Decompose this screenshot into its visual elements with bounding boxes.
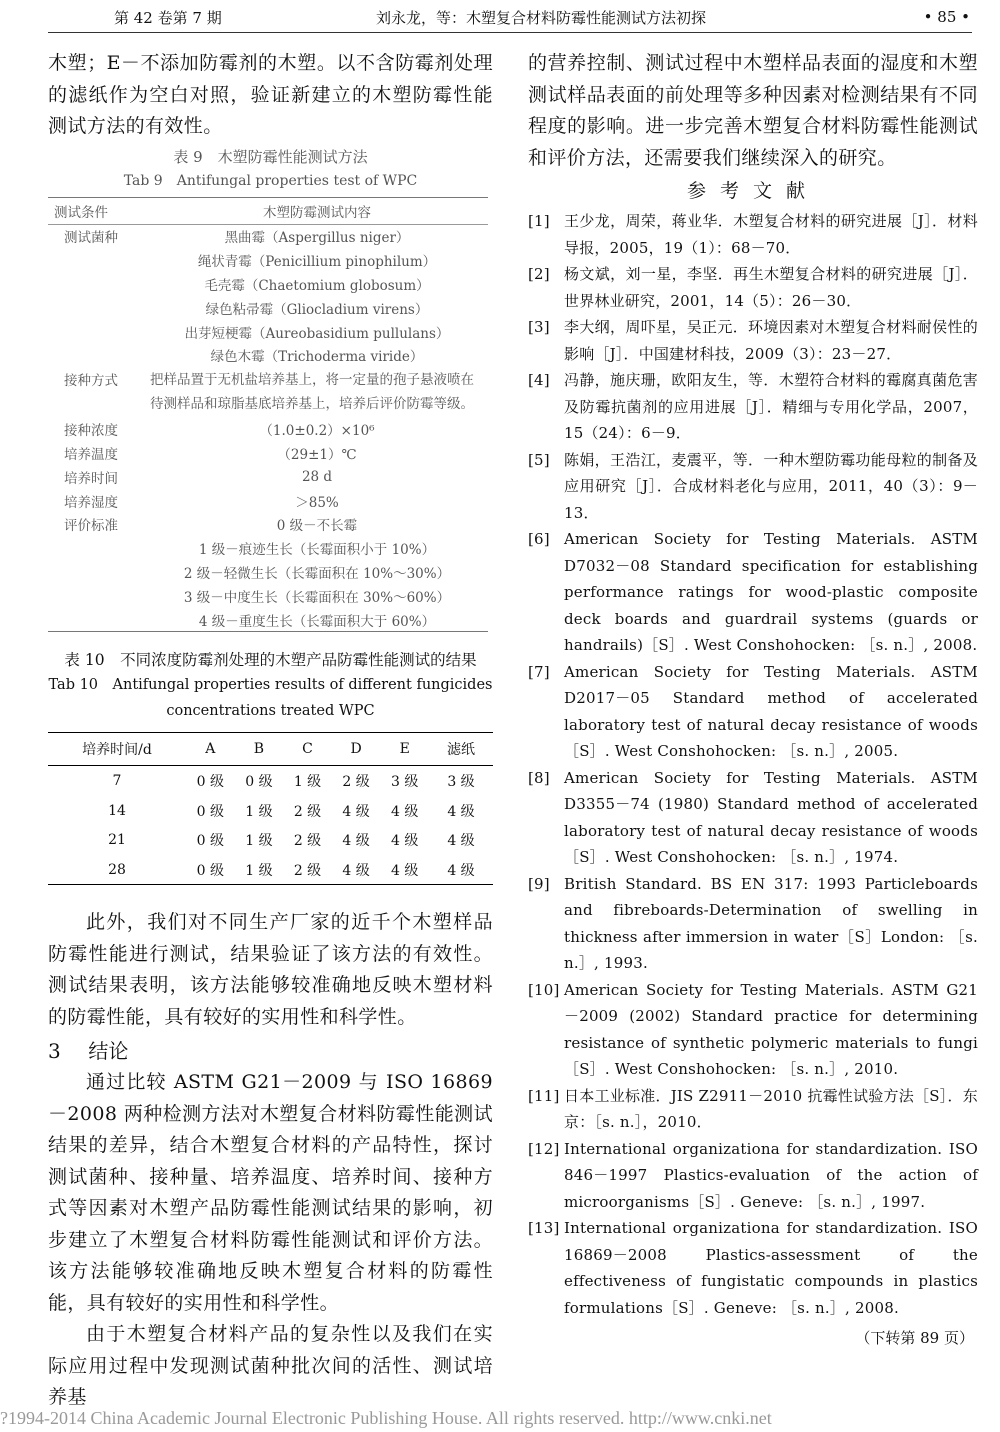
page-number: • 85 •	[923, 8, 970, 26]
table-cell: 3 级	[447, 774, 475, 791]
table-cell: 2 级	[293, 803, 322, 820]
reference-item	[528, 526, 978, 659]
reference-number: [7]	[528, 662, 550, 681]
table-row	[48, 441, 488, 465]
reference-number: [10]	[528, 980, 560, 999]
left-column	[48, 48, 493, 1414]
table-row	[48, 272, 488, 296]
references-heading: 参考文献	[686, 180, 819, 202]
reference-item	[528, 367, 978, 447]
table9-caption-cn: 表 9 木塑防霉性能测试方法	[173, 147, 368, 166]
reference-text: American Society for Testing Materials. ASTM D3355－74 (1980) Standard method of accelerated laboratory test of natural decay resistance of woods［S］. West Conshohocken: ［s. n.］, 1974.	[564, 768, 978, 866]
table9-key: 培养湿度	[64, 494, 118, 511]
table9-value: 黑曲霉（Aspergillus niger）	[224, 230, 410, 247]
table-row	[48, 417, 488, 441]
table9-key: 测试菌种	[64, 230, 118, 247]
reference-text: 日本工业标准．JIS Z2911－2010 抗霉性试验方法［S］．东京：［s. n.］，2010．	[564, 1086, 978, 1131]
continued-paragraph: 的营养控制、测试过程中木塑样品表面的湿度和木塑测试样品表面的前处理等多种因素对检测结果有不同程度的影响。进一步完善木塑复合材料防霉性能测试和评价方法，还需要我们继续深入的研究。	[528, 52, 978, 169]
table-cell: 28	[48, 855, 186, 885]
table-row	[48, 248, 488, 272]
table-row	[48, 608, 488, 632]
reference-list	[528, 208, 978, 1321]
reference-item	[528, 1215, 978, 1321]
table-cell: 0 级	[196, 774, 224, 791]
table-cell: 4 级	[342, 803, 370, 820]
table-cell: 1 级	[245, 803, 273, 820]
table-cell: 1 级	[245, 833, 273, 850]
table-cell: 0 级	[196, 833, 224, 850]
table9-caption-en: Tab 9 Antifungal properties test of WPC	[123, 172, 418, 189]
reference-item	[528, 871, 978, 977]
table10-header: B	[235, 733, 284, 766]
reference-text: International organizationa for standardization. ISO 846－1997 Plastics-evaluation of the action of microorganisms［S］. Geneve: ［s. n.］, 1997.	[564, 1139, 978, 1211]
reference-number: [1]	[528, 212, 550, 230]
conclusion-paragraph-2: 由于木塑复合材料产品的复杂性以及我们在实际应用过程中发现测试菌种批次间的活性、测试培养基	[48, 1323, 493, 1409]
table9-caption	[48, 145, 493, 193]
reference-text: British Standard. BS EN 317: 1993 Particleboards and fibreboards-Determination of swelling in thickness after immersion in water［S］London: ［s. n.］, 1993.	[564, 874, 978, 972]
issue-label: 第 42 卷第 7 期	[114, 8, 222, 27]
table-cell: 1 级	[293, 774, 322, 791]
reference-item	[528, 1136, 978, 1216]
table-cell: 2 级	[293, 833, 322, 850]
copyright-footer: ?1994-2014 China Academic Journal Electronic Publishing House. All rights reserved. http://www.cnki.net	[0, 1408, 772, 1428]
running-header	[48, 4, 970, 30]
table-row	[48, 343, 488, 367]
reference-number: [13]	[528, 1219, 560, 1237]
table9-key: 评价标准	[64, 518, 118, 535]
table10-header: C	[283, 733, 332, 766]
table-cell: 4 级	[447, 803, 475, 820]
table10-header: A	[186, 733, 235, 766]
reference-item	[528, 659, 978, 765]
reference-number: [5]	[528, 450, 550, 469]
table9-header-content: 木塑防霉测试内容	[146, 197, 488, 224]
table-row	[48, 766, 493, 796]
table-cell: 1 级	[235, 855, 284, 885]
reference-item	[528, 447, 978, 527]
table9-value: ＞85%	[295, 494, 339, 511]
conclusion-paragraph: 通过比较 ASTM G21－2009 与 ISO 16869－2008 两种检测方法对木塑复合材料防霉性能测试结果的差异，结合木塑复合材料的产品特性，探讨测试菌种、接种量、培养温度、培养时间、接种方式等因素对木塑产品防霉性能测试结果的影响，初步建立了木塑复合材料防霉性能测试和评价方法。该方法能够较准确地反映木塑复合材料的防霉性能，具有较好的实用性和科学性。	[48, 1071, 493, 1314]
section-title: 结论	[88, 1039, 129, 1064]
continued-note: （下转第 89 页）	[855, 1329, 974, 1347]
reference-text: 王少龙，周荣，蒋业华．木塑复合材料的研究进展［J］．材料导报，2005，19（1）：68－70．	[564, 212, 978, 257]
table-cell: 4 级	[391, 803, 419, 820]
table-row	[48, 512, 488, 536]
table-row	[48, 367, 488, 417]
reference-text: 杨文斌，刘一星，李坚．再生木塑复合材料的研究进展［J］．世界林业研究，2001，14（5）：26－30．	[564, 265, 978, 310]
reference-number: [4]	[528, 371, 550, 389]
header-rule	[48, 32, 972, 33]
section-number: 3	[48, 1039, 61, 1064]
table-cell: 4 级	[342, 833, 370, 850]
table10-caption-cn: 表 10 不同浓度防霉剂处理的木塑产品防霉性能测试的结果	[64, 651, 477, 670]
table-cell: 4 级	[332, 855, 381, 885]
reference-number: [12]	[528, 1139, 560, 1158]
reference-item	[528, 314, 978, 367]
table-cell: 4 级	[447, 833, 475, 850]
table9-value: 3 级－中度生长（长霉面积在 30%～60%）	[183, 589, 451, 606]
table-row	[48, 296, 488, 320]
reference-text: 冯静，施庆珊，欧阳友生，等．木塑符合材料的霉腐真菌危害及防霉抗菌剂的应用进展［J］．精细与专用化学品，2007，15（24）：6－9．	[564, 371, 978, 442]
table9-value: 1 级－痕迹生长（长霉面积小于 10%）	[198, 542, 436, 559]
table-cell: 4 级	[429, 855, 493, 885]
table-row	[48, 855, 493, 885]
table10-caption-en: Tab 10 Antifungal properties results of different fungicides	[48, 677, 493, 694]
running-title: 刘永龙，等：木塑复合材料防霉性能测试方法初探	[376, 8, 707, 27]
section-heading	[48, 1035, 493, 1067]
reference-number: [8]	[528, 768, 550, 787]
table-row	[48, 536, 488, 560]
table10	[48, 732, 493, 885]
table9	[48, 197, 488, 633]
table9-key: 接种浓度	[64, 423, 118, 440]
table-cell: 2 级	[342, 774, 370, 791]
reference-item	[528, 261, 978, 314]
table9-value: 28 d	[301, 468, 333, 485]
table-cell: 4 级	[380, 855, 429, 885]
table-cell: 14	[108, 802, 126, 819]
table9-value: 绿色粘帚霉（Gliocladium virens）	[205, 301, 429, 318]
reference-number: [6]	[528, 530, 550, 548]
table10-caption	[48, 648, 493, 724]
table9-value: 绿色木霉（Trichoderma viride）	[210, 349, 424, 366]
table-cell: 0 级	[186, 855, 235, 885]
table-cell: 4 级	[391, 833, 419, 850]
reference-text: 李大纲，周吓星，吴正元．环境因素对木塑复合材料耐侯性的影响［J］．中国建材科技，2009（3）：23－27．	[564, 318, 978, 363]
table-row	[48, 320, 488, 344]
table-row	[48, 796, 493, 826]
table9-header-condition: 测试条件	[48, 197, 146, 224]
table9-value: （1.0±0.2）×10⁶	[259, 423, 375, 440]
reference-number: [9]	[528, 874, 550, 893]
table10-header: 滤纸	[429, 733, 493, 766]
table10-header: E	[380, 733, 429, 766]
reference-number: [11]	[528, 1086, 560, 1105]
reference-text: International organizationa for standardization. ISO 16869－2008 Plastics-assessment of the effectiveness of fungistatic compounds in plastics formulations［S］. Geneve: ［s. n.］, 2008.	[564, 1219, 978, 1317]
reference-item	[528, 208, 978, 261]
reference-item	[528, 765, 978, 871]
table-row	[48, 465, 488, 489]
table9-value: 把样品置于无机盐培养基上，将一定量的孢子悬液喷在待测样品和琼脂基底培养基上，培养后评价防霉等级。	[150, 372, 474, 413]
table-cell: 7	[112, 773, 122, 790]
table-cell: 0 级	[196, 803, 224, 820]
reference-text: American Society for Testing Materials. ASTM D7032－08 Standard specification for establishing performance ratings for wood-plastic composite deck boards and guardrail systems (guards or handrails)［S］. West Conshohocken: ［s. n.］, 2008.	[564, 530, 978, 654]
reference-text: 陈娟，王浩江，麦震平，等．一种木塑防霉功能母粒的制备及应用研究［J］．合成材料老化与应用，2011，40（3）：9－13．	[564, 450, 978, 522]
reference-number: [2]	[528, 265, 550, 283]
reference-text: American Society for Testing Materials. ASTM G21－2009 (2002) Standard practice for determining resistance of synthetic polymeric materials to fungi［S］. West Conshohocken: ［s. n.］, 2010.	[564, 980, 978, 1078]
table9-value: 出芽短梗霉（Aureobasidium pullulans）	[184, 325, 450, 342]
table-row	[48, 584, 488, 608]
table9-value: 4 级－重度生长（长霉面积大于 60%）	[146, 608, 488, 632]
reference-text: American Society for Testing Materials. ASTM D2017－05 Standard method of accelerated laboratory test of natural decay resistance of woods［S］. West Conshohocken: ［s. n.］, 2005.	[564, 662, 978, 760]
table-cell: 0 级	[245, 774, 273, 791]
table9-value: 毛壳霉（Chaetomium globosum）	[204, 277, 430, 294]
table9-value: 0 级－不长霉	[276, 518, 358, 535]
table-row	[48, 825, 493, 855]
table10-header: D	[332, 733, 381, 766]
table-row	[48, 560, 488, 584]
table10-caption-en-2: concentrations treated WPC	[166, 703, 375, 720]
table-cell: 2 级	[283, 855, 332, 885]
table9-value: 2 级－轻微生长（长霉面积在 10%～30%）	[183, 565, 451, 582]
results-paragraph: 此外，我们对不同生产厂家的近千个木塑样品防霉性能进行测试，结果验证了该方法的有效性。测试结果表明，该方法能够较准确地反映木塑材料的防霉性能，具有较好的实用性和科学性。	[48, 911, 493, 1028]
table-row	[48, 489, 488, 513]
table-row	[48, 224, 488, 248]
table9-key: 接种方式	[64, 373, 118, 390]
table9-key: 培养温度	[64, 446, 118, 463]
table-cell: 21	[108, 832, 126, 849]
table10-header-row	[48, 733, 493, 766]
table9-value: 绳状青霉（Penicillium pinophilum）	[197, 254, 437, 271]
table9-key: 培养时间	[64, 470, 118, 487]
table-cell: 3 级	[391, 774, 419, 791]
table9-value: （29±1）℃	[277, 446, 357, 463]
reference-number: [3]	[528, 318, 550, 336]
table10-header: 培养时间/d	[48, 733, 186, 766]
intro-paragraph: 木塑；E－不添加防霉剂的木塑。以不含防霉剂处理的滤纸作为空白对照，验证新建立的木塑防霉性能测试方法的有效性。	[48, 52, 493, 137]
reference-item	[528, 1083, 978, 1136]
reference-item	[528, 977, 978, 1083]
right-column	[528, 48, 978, 1348]
